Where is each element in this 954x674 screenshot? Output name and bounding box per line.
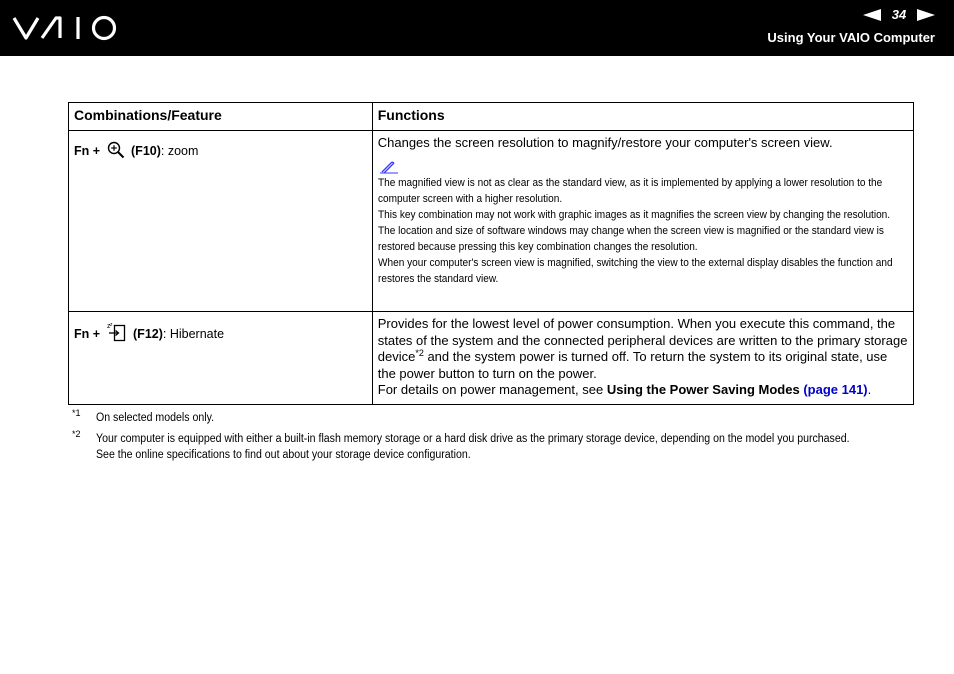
magnifier-icon — [107, 141, 125, 159]
table-row — [69, 312, 914, 405]
pencil-note-icon — [379, 160, 399, 174]
page-navigation — [863, 7, 935, 22]
footnote-mark: *2 — [72, 429, 81, 439]
fn-key-label: Fn + — [74, 327, 101, 341]
function-cell — [372, 312, 913, 405]
column-header-combinations: Combinations/Feature — [69, 103, 373, 131]
f10-key-label: (F10) — [131, 144, 161, 158]
zoom-notes — [378, 175, 908, 287]
footnote-mark: *1 — [72, 408, 81, 418]
key-combination-cell — [69, 131, 373, 312]
previous-page-arrow-icon[interactable] — [863, 9, 881, 21]
footnote-ref[interactable]: *2 — [415, 348, 424, 358]
description-text: and the system power is turned off. To return the system to its original state, use the power button to turn on the power. — [377, 349, 888, 381]
note-item: The location and size of software windows may change when the screen view is magnified or the standard view is restored because pressing this key combination changes the resolution. — [377, 224, 884, 253]
function-cell — [372, 131, 913, 312]
power-management-reference — [378, 382, 908, 399]
footnote-text: Your computer is equipped with either a built-in flash memory storage or a hard disk drive as the primary storage device, depending on the model you purchased. See the online specifications to find out about your storage device configuration. — [96, 433, 850, 461]
table-header-row — [69, 103, 914, 131]
page-number: 34 — [891, 7, 907, 22]
hibernate-description — [378, 316, 908, 382]
note-item: The magnified view is not as clear as the standard view, as it is implemented by applying a lower resolution to the computer screen with a higher resolution. — [377, 176, 883, 205]
hibernate-icon — [107, 322, 127, 342]
next-page-arrow-icon[interactable] — [917, 9, 935, 21]
zoom-label: : zoom — [160, 144, 199, 158]
reference-text: For details on power management, see — [377, 382, 607, 397]
note-item: This key combination may not work with graphic images as it magnifies the screen view by changing the resolution. — [377, 208, 890, 221]
column-header-functions: Functions — [372, 103, 913, 131]
svg-text:z: z — [106, 323, 111, 330]
svg-text:z: z — [109, 322, 113, 328]
section-title: Using Your VAIO Computer — [767, 30, 935, 45]
reference-title: Using the Power Saving Modes — [606, 382, 800, 397]
description-text: Provides for the lowest level of power consumption. When you execute this command, the states of the system and the connected peripheral devices are written to the primary storage device — [377, 316, 908, 364]
note-item: When your computer's screen view is magnified, switching the view to the external display disables the function and restores the standard view. — [377, 256, 893, 285]
reference-end: . — [867, 382, 872, 397]
function-key-table — [68, 102, 914, 405]
vaio-logo — [12, 12, 122, 44]
f12-key-label: (F12) — [133, 327, 163, 341]
table-row — [69, 131, 914, 312]
hibernate-label: : Hibernate — [162, 327, 225, 341]
page-141-link[interactable]: (page 141) — [803, 382, 868, 397]
key-combination-cell — [69, 312, 373, 405]
footnote-text: On selected models only. — [96, 412, 215, 424]
page-header — [0, 0, 954, 56]
fn-key-label: Fn + — [74, 144, 101, 158]
zoom-description: Changes the screen resolution to magnify/restore your computer's screen view. — [377, 135, 833, 150]
